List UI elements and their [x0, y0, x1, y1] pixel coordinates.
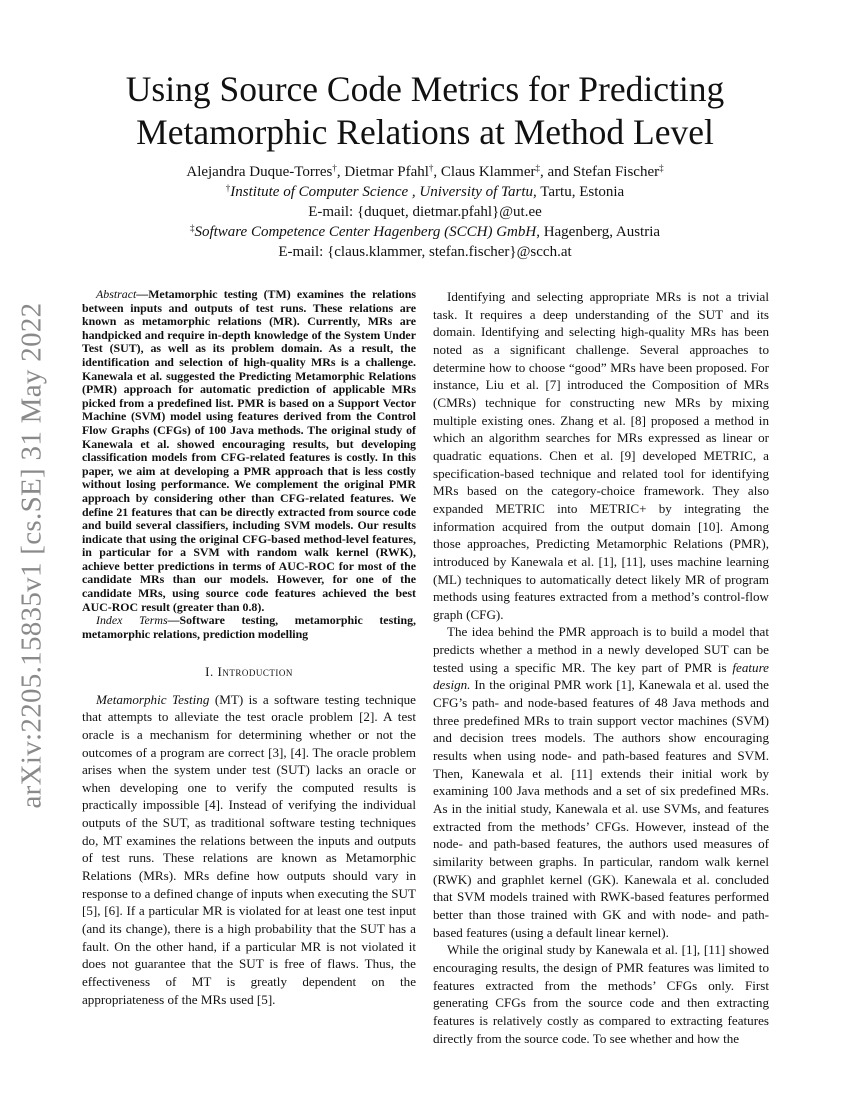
title-line-2: Metamorphic Relations at Method Level: [136, 112, 714, 152]
right-paragraph-2: The idea behind the PMR approach is to build a model that predicts whether a method in a newly developed SUT can be tested using a specific MR. The key part of PMR is feature design. In the original PMR work [1], Kanewala et al. used the CFG’s path- and node-based features of 48 Java methods and three predefined MRs to train support vector machines (SVM) and decision trees models. The authors show encouraging results when using node- and path-based features and SVM. Then, Kanewala et al. [11] extends their initial work by examining 100 Java methods and a set of six predefined MRs. As in the initial study, Kanewala et al. use SVMs, and features extracted from the methods’ CFGs. However, instead of the node- and path-based features, the authors used measures of similarity between graphs. In particular, random walk kernel (RWK) and graphlet kernel (GK). Kanewala et al. concluded that SVM models trained with RWK-based features performed better than those trained with GK and with node- and path-based features (using a default linear kernel).: [433, 624, 769, 940]
title-line-1: Using Source Code Metrics for Predicting: [125, 69, 725, 109]
index-terms: Index Terms—Software testing, metamorphic testing, metamorphic relations, prediction modelling: [82, 613, 416, 641]
right-paragraph-1: Identifying and selecting appropriate MRs is not a trivial task. It requires a deep understanding of the SUT and its domain. Identifying and selecting high-quality MRs has been noted as a significant challenge. Several approaches to determine how to choose “good” MRs have been proposed. For instance, Liu et al. [7] introduced the Composition of MRs (CMRs) technique for constructing new MRs by mixing multiple existing ones. Zhang et al. [8] proposed a method in which an algorithm searches for MRs expressed as linear or quadratic equations. Chen et al. [9] developed METRIC, a specification-based technique and related tool for identifying MRs based on the category-choice framework. They also expanded METRIC into METRIC+ by integrating the information acquired from the output domain [10]. Among those approaches, Predicting Metamorphic Relations (PMR), introduced by Kanewala et al. [1], [11], uses machine learning (ML) techniques to automatically detect likely MR of program methods using features extracted from a method’s control-flow graph (CFG).: [433, 289, 769, 622]
right-paragraph-3: While the original study by Kanewala et al. [1], [11] showed encouraging results, the design of PMR features was limited to features extracted from the methods’ CFGs only. First generating CFGs from the source code and then extracting features is relatively costly as compared to extracting features directly from the source code. To see whether and how the: [433, 942, 769, 1046]
left-column: [82, 288, 416, 1008]
right-column: [433, 288, 769, 1047]
arxiv-identifier-text: arXiv:2205.15835v1 [cs.SE] 31 May 2022: [15, 302, 48, 808]
email-1: E-mail: {duquet, dietmar.pfahl}@ut.ee: [308, 204, 542, 220]
abstract: Abstract—Metamorphic testing (TM) examines the relations between inputs and outputs of test runs. These relations are known as metamorphic relations (MR). Currently, MRs are handpicked and require in-depth knowledge of the System Under Test (SUT), as well as its problem domain. As a result, the identification and selection of high-quality MRs is a challenge. Kanewala et al. suggested the Predicting Metamorphic Relations (PMR) approach for automatic prediction of applicable MRs picked from a predefined list. PMR is based on a Support Vector Machine (SVM) model using features derived from the Control Flow Graphs (CFGs) of 100 Java methods. The original study of Kanewala et al. showed encouraging results, but developing classification models from CFG-related features is costly. In this paper, we aim at developing a PMR approach that is less costly without losing performance. We complement the original PMR approach by considering other than CFG-related features. We define 21 features that can be directly extracted from source code and build several classifiers, including SVM models. Our results indicate that using the original CFG-based method-level features, in particular for a SVM with random walk kernel (RWK), achieve better predictions in terms of AUC-ROC for most of the candidate MRs than our models. However, for one of the candidate MRs, using source code features achieved the best AUC-ROC result (greater than 0.8).: [82, 287, 416, 614]
affiliation-1: †Institute of Computer Science , University of Tartu, Tartu, Estonia: [225, 183, 625, 200]
email-2: E-mail: {claus.klammer, stefan.fischer}@scch.at: [278, 244, 572, 260]
paper-title: [80, 68, 770, 154]
section-heading-introduction: I. Introduction: [205, 664, 293, 680]
intro-paragraph-1: Metamorphic Testing (MT) is a software testing technique that attempts to alleviate the test oracle problem [2]. A test oracle is a mechanism for determining whether or not the outcomes of a program are correct [3], [4]. The oracle problem arises when the system under test (SUT) lacks an oracle or when developing one to verify the computed results is practically impossible [4]. Instead of verifying the individual outputs of the SUT, as traditional software testing techniques do, MT examines the relations between the inputs and outputs of test runs. These relations are known as Metamorphic Relations (MRs). MRs define how outputs should vary in response to a defined change of inputs when executing the SUT [5], [6]. If a particular MR is violated for at least one test input (and its change), there is a high probability that the SUT has a fault. On the other hand, if a particular MR is not violated it does not guarantee that the SUT is free of flaws. Thus, the effectiveness of MT is greatly dependent on the appropriateness of the MRs used [5].: [82, 691, 416, 1007]
author-block: [80, 162, 770, 262]
affiliation-2: ‡Software Competence Center Hagenberg (SCCH) GmbH, Hagenberg, Austria: [189, 223, 661, 240]
author-names: Alejandra Duque-Torres†, Dietmar Pfahl†, Claus Klammer‡, and Stefan Fischer‡: [186, 163, 664, 180]
arxiv-identifier: [6, 290, 58, 820]
